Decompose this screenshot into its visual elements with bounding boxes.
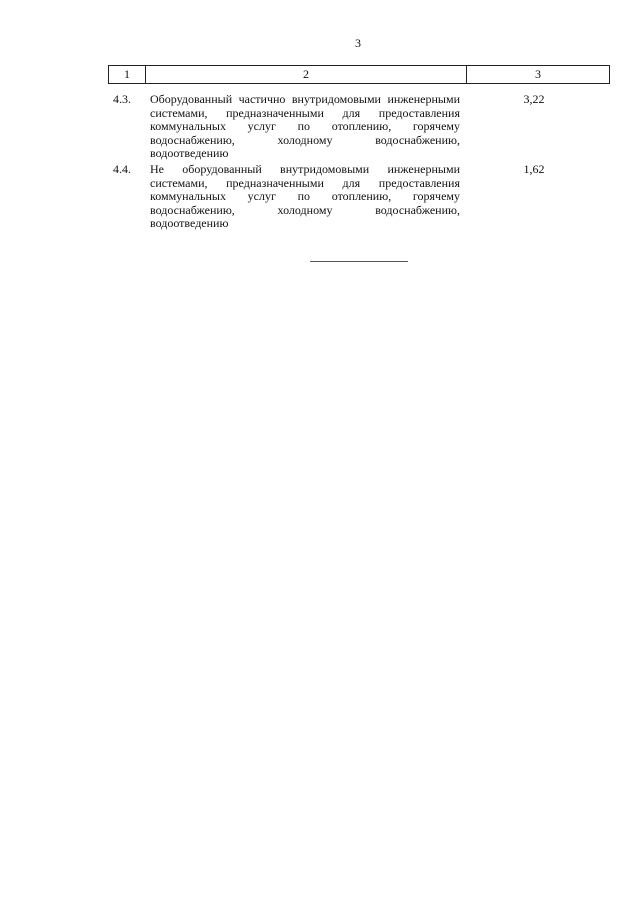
page-number: 3 <box>355 36 361 50</box>
header-cell-2: 2 <box>146 66 467 83</box>
table-header-row <box>108 65 610 84</box>
end-divider-line <box>310 261 408 262</box>
row-coefficient: 3,22 <box>523 92 545 106</box>
row-number: 4.4. <box>113 162 131 176</box>
header-cell-3: 3 <box>535 67 541 81</box>
row-description: Не оборудованный внутридомовыми инженерными системами, предназначенными для предоставления коммунальных услуг по отоплению, горячему водоснабжению, холодному водоснабжению, водоотведению <box>150 162 460 230</box>
row-number: 4.3. <box>113 92 131 106</box>
row-coefficient: 1,62 <box>523 162 545 176</box>
header-cell-1: 1 <box>109 66 146 83</box>
table-row <box>108 93 610 163</box>
table-row <box>108 163 610 233</box>
row-description: Оборудованный частично внутридомовыми инженерными системами, предназначенными для предоставления коммунальных услуг по отоплению, горячему водоснабжению, холодному водоснабжению, водоотведению <box>150 92 460 160</box>
